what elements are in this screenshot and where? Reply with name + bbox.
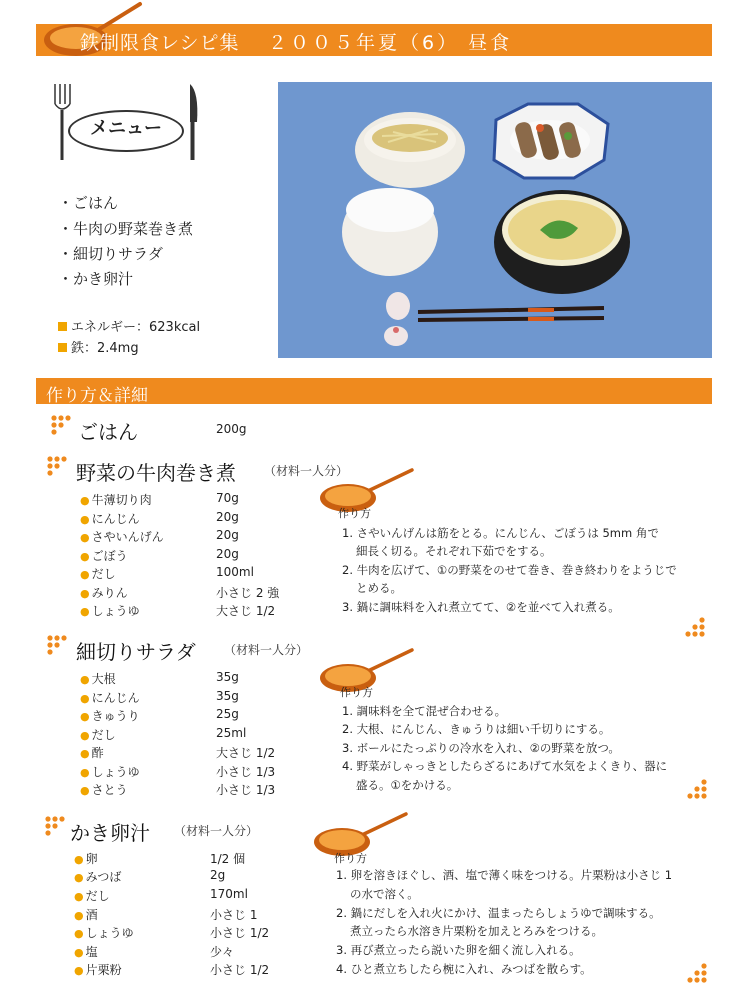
step-line: 3. ボールにたっぷりの冷水を入れ、②の野菜を放つ。 [342, 741, 620, 755]
dot-bullet-icon: ● [80, 784, 90, 797]
ingredient-amount: 小さじ 2 強 [216, 586, 280, 600]
ingredient-amount: 20g [216, 510, 239, 524]
ingredient-amount: 小さじ 1/2 [210, 963, 270, 977]
dot-bullet-icon: ● [74, 927, 84, 940]
ingredient-item: ● しょうゆ [80, 765, 140, 779]
ingredient-item: ● しょうゆ [80, 604, 140, 618]
ingredient-item: ● みりん [80, 586, 128, 600]
ingredient-item: ● みつば [74, 870, 122, 884]
step-line: 煮立ったら水溶き片栗粉を加えとろみをつける。 [350, 924, 603, 938]
ingredient-amount: 2g [210, 868, 226, 882]
dot-bullet-icon: ● [80, 568, 90, 581]
dots-icon [46, 634, 70, 658]
step-line: 3. 鍋に調味料を入れ煮立てて、②を並べて入れ煮る。 [342, 600, 620, 614]
step-line: 4. ひと煮立ちしたら椀に入れ、みつばを散らす。 [336, 962, 592, 976]
dots-icon [684, 616, 706, 638]
ingredient-amount: 大さじ 1/2 [216, 746, 276, 760]
dot-bullet-icon: ● [74, 946, 84, 959]
step-line: の水で溶く。 [350, 887, 419, 901]
ingredient-amount: 35g [216, 689, 239, 703]
meal-photo [278, 82, 712, 358]
step-line: 2. 大根、にんじん、きゅうりは細い千切りにする。 [342, 722, 611, 736]
dish-title-soup: かき卵汁 [70, 821, 150, 845]
dot-bullet-icon: ● [80, 673, 90, 686]
dish-note: （材料一人分） [174, 824, 259, 838]
ingredient-amount: 70g [216, 491, 239, 505]
ingredient-amount: 20g [216, 547, 239, 561]
dot-bullet-icon: ● [74, 890, 84, 903]
ingredient-amount: 小さじ 1/2 [210, 926, 270, 940]
ingredient-amount: 25g [216, 707, 239, 721]
ingredient-amount: 小さじ 1/3 [216, 765, 276, 779]
dot-bullet-icon: ● [74, 871, 84, 884]
dot-bullet-icon: ● [80, 494, 90, 507]
ingredient-item: ● だし [74, 889, 110, 903]
ingredient-amount: 小さじ 1 [210, 908, 258, 922]
ingredient-amount: 少々 [210, 945, 235, 959]
menu-item: ・かき卵汁 [58, 270, 134, 288]
dot-bullet-icon: ● [74, 964, 84, 977]
step-line: とめる。 [356, 581, 402, 595]
menu-item: ・牛肉の野菜巻き煮 [58, 220, 194, 238]
ingredient-item: ● 塩 [74, 945, 98, 959]
dots-icon [46, 455, 70, 479]
dish-title-salad: 細切りサラダ [76, 640, 196, 664]
iron-info [58, 337, 139, 356]
ingredient-amount: 20g [216, 528, 239, 542]
ingredient-amount: 25ml [216, 726, 247, 740]
square-bullet-icon [58, 343, 67, 352]
ingredient-item: ● 牛薄切り肉 [80, 493, 152, 507]
dot-bullet-icon: ● [80, 710, 90, 723]
section-title: 作り方＆詳細 [46, 386, 148, 406]
ingredient-item: ● だし [80, 567, 116, 581]
ingredient-item: ● きゅうり [80, 709, 140, 723]
step-line: 1. さやいんげんは筋をとる。にんじん、ごぼうは 5mm 角で [342, 526, 659, 540]
step-line: 1. 卵を溶きほぐし、酒、塩で薄く味をつける。片栗粉は小さじ 1 [336, 868, 673, 882]
ingredient-amount: 35g [216, 670, 239, 684]
menu-label: メニュー [90, 118, 162, 139]
step-line: 2. 鍋にだしを入れ火にかけ、温まったらしょうゆで調味する。 [336, 906, 661, 920]
dish-note: （材料一人分） [224, 643, 309, 657]
dot-bullet-icon: ● [80, 766, 90, 779]
dot-bullet-icon: ● [74, 909, 84, 922]
step-line: 3. 再び煮立ったら説いた卵を細く流し入れる。 [336, 943, 581, 957]
ingredient-item: ● だし [80, 728, 116, 742]
step-line: 2. 牛肉を広げて、①の野菜をのせて巻き、巻き終わりをようじで [342, 563, 677, 577]
dot-bullet-icon: ● [80, 729, 90, 742]
ingredient-item: ● 酢 [80, 746, 104, 760]
dish-title-beef: 野菜の牛肉巻き煮 [76, 461, 236, 485]
step-line: 盛る。①をかける。 [356, 778, 459, 792]
method-label: 作り方 [338, 507, 371, 520]
ingredient-item: ● にんじん [80, 691, 140, 705]
ingredient-amount: 100ml [216, 565, 254, 579]
ingredient-item: ● 酒 [74, 908, 98, 922]
header-subtitle: ２００５年夏（6） 昼食 [268, 32, 513, 54]
ingredient-item: ● しょうゆ [74, 926, 134, 940]
dot-bullet-icon: ● [80, 531, 90, 544]
ingredient-amount: 170ml [210, 887, 248, 901]
ingredient-item: ● さやいんげん [80, 530, 164, 544]
square-bullet-icon [58, 322, 67, 331]
menu-item: ・細切りサラダ [58, 245, 163, 263]
iron-text: 鉄：2.4mg [71, 341, 139, 356]
dot-bullet-icon: ● [80, 692, 90, 705]
dot-bullet-icon: ● [80, 587, 90, 600]
ingredient-item: ● 片栗粉 [74, 963, 122, 977]
step-line: 細長く切る。それぞれ下茹でをする。 [356, 544, 552, 558]
ingredient-item: ● 卵 [74, 852, 98, 866]
dots-icon [686, 778, 708, 800]
menu-item: ・ごはん [58, 194, 119, 212]
ingredient-item: ● にんじん [80, 512, 140, 526]
ingredient-item: ● さとう [80, 783, 128, 797]
dots-icon [50, 414, 74, 438]
method-label: 作り方 [340, 686, 373, 699]
method-label: 作り方 [334, 852, 367, 865]
step-line: 1. 調味料を全て混ぜ合わせる。 [342, 704, 507, 718]
dot-bullet-icon: ● [80, 747, 90, 760]
ingredient-amount: 1/2 個 [210, 852, 246, 866]
dot-bullet-icon: ● [80, 550, 90, 563]
ingredient-item: ● ごぼう [80, 549, 128, 563]
rice-amount: 200g [216, 422, 247, 436]
ingredient-amount: 大さじ 1/2 [216, 604, 276, 618]
energy-text: エネルギー：623kcal [71, 320, 201, 335]
dots-icon [44, 815, 68, 839]
dish-note: （材料一人分） [264, 464, 349, 478]
header-title: 鉄制限食レシピ集 [80, 32, 240, 54]
step-line: 4. 野菜がしゃっきとしたらざるにあげて水気をよくきり、器に [342, 759, 668, 773]
dot-bullet-icon: ● [74, 853, 84, 866]
ingredient-amount: 小さじ 1/3 [216, 783, 276, 797]
energy-info [58, 316, 200, 335]
dots-icon [686, 962, 708, 984]
dot-bullet-icon: ● [80, 605, 90, 618]
dot-bullet-icon: ● [80, 513, 90, 526]
dish-title-rice: ごはん [78, 420, 138, 444]
knife-icon [186, 82, 200, 162]
ingredient-item: ● 大根 [80, 672, 116, 686]
